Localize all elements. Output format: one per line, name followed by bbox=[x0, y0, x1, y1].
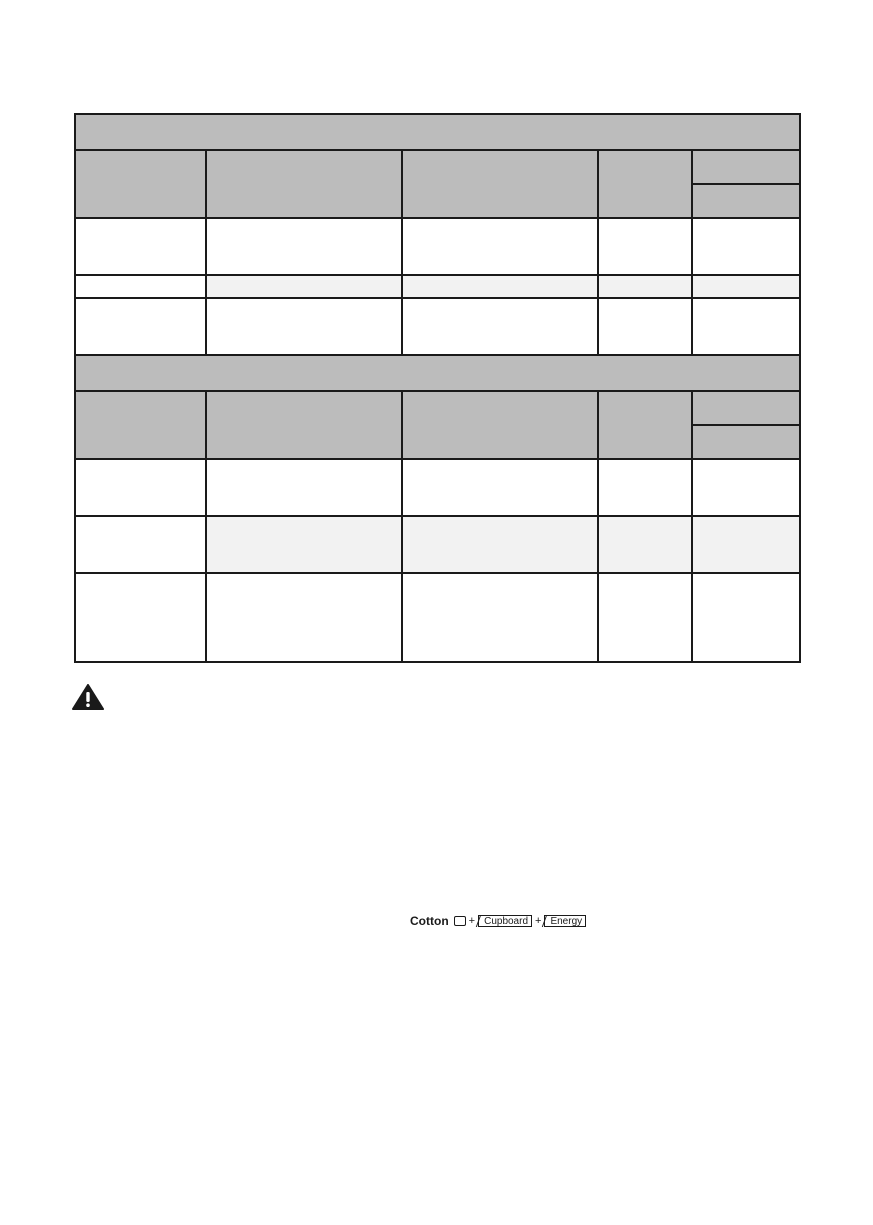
button-combination bbox=[410, 913, 586, 929]
plus-sign: + bbox=[468, 915, 476, 927]
warning-triangle-icon bbox=[72, 684, 104, 710]
cotton-button-icon bbox=[454, 916, 466, 926]
plus-sign: + bbox=[535, 915, 542, 927]
column-rule bbox=[205, 392, 207, 661]
energy-button: Energy bbox=[544, 915, 586, 927]
section-2-banner bbox=[76, 356, 799, 390]
column-rule bbox=[401, 151, 403, 354]
column-rule bbox=[691, 392, 693, 661]
column-rule bbox=[205, 151, 207, 354]
section-1-banner bbox=[76, 115, 799, 149]
table-row bbox=[206, 276, 799, 297]
cotton-label: Cotton bbox=[410, 914, 449, 928]
column-rule bbox=[691, 151, 693, 354]
rule bbox=[692, 424, 799, 426]
spec-table bbox=[74, 113, 801, 663]
rule bbox=[692, 183, 799, 185]
cupboard-button: Cupboard bbox=[478, 915, 532, 927]
rule bbox=[76, 354, 799, 356]
column-rule bbox=[597, 392, 599, 661]
column-rule bbox=[401, 392, 403, 661]
table-row bbox=[206, 517, 799, 572]
column-rule bbox=[597, 151, 599, 354]
